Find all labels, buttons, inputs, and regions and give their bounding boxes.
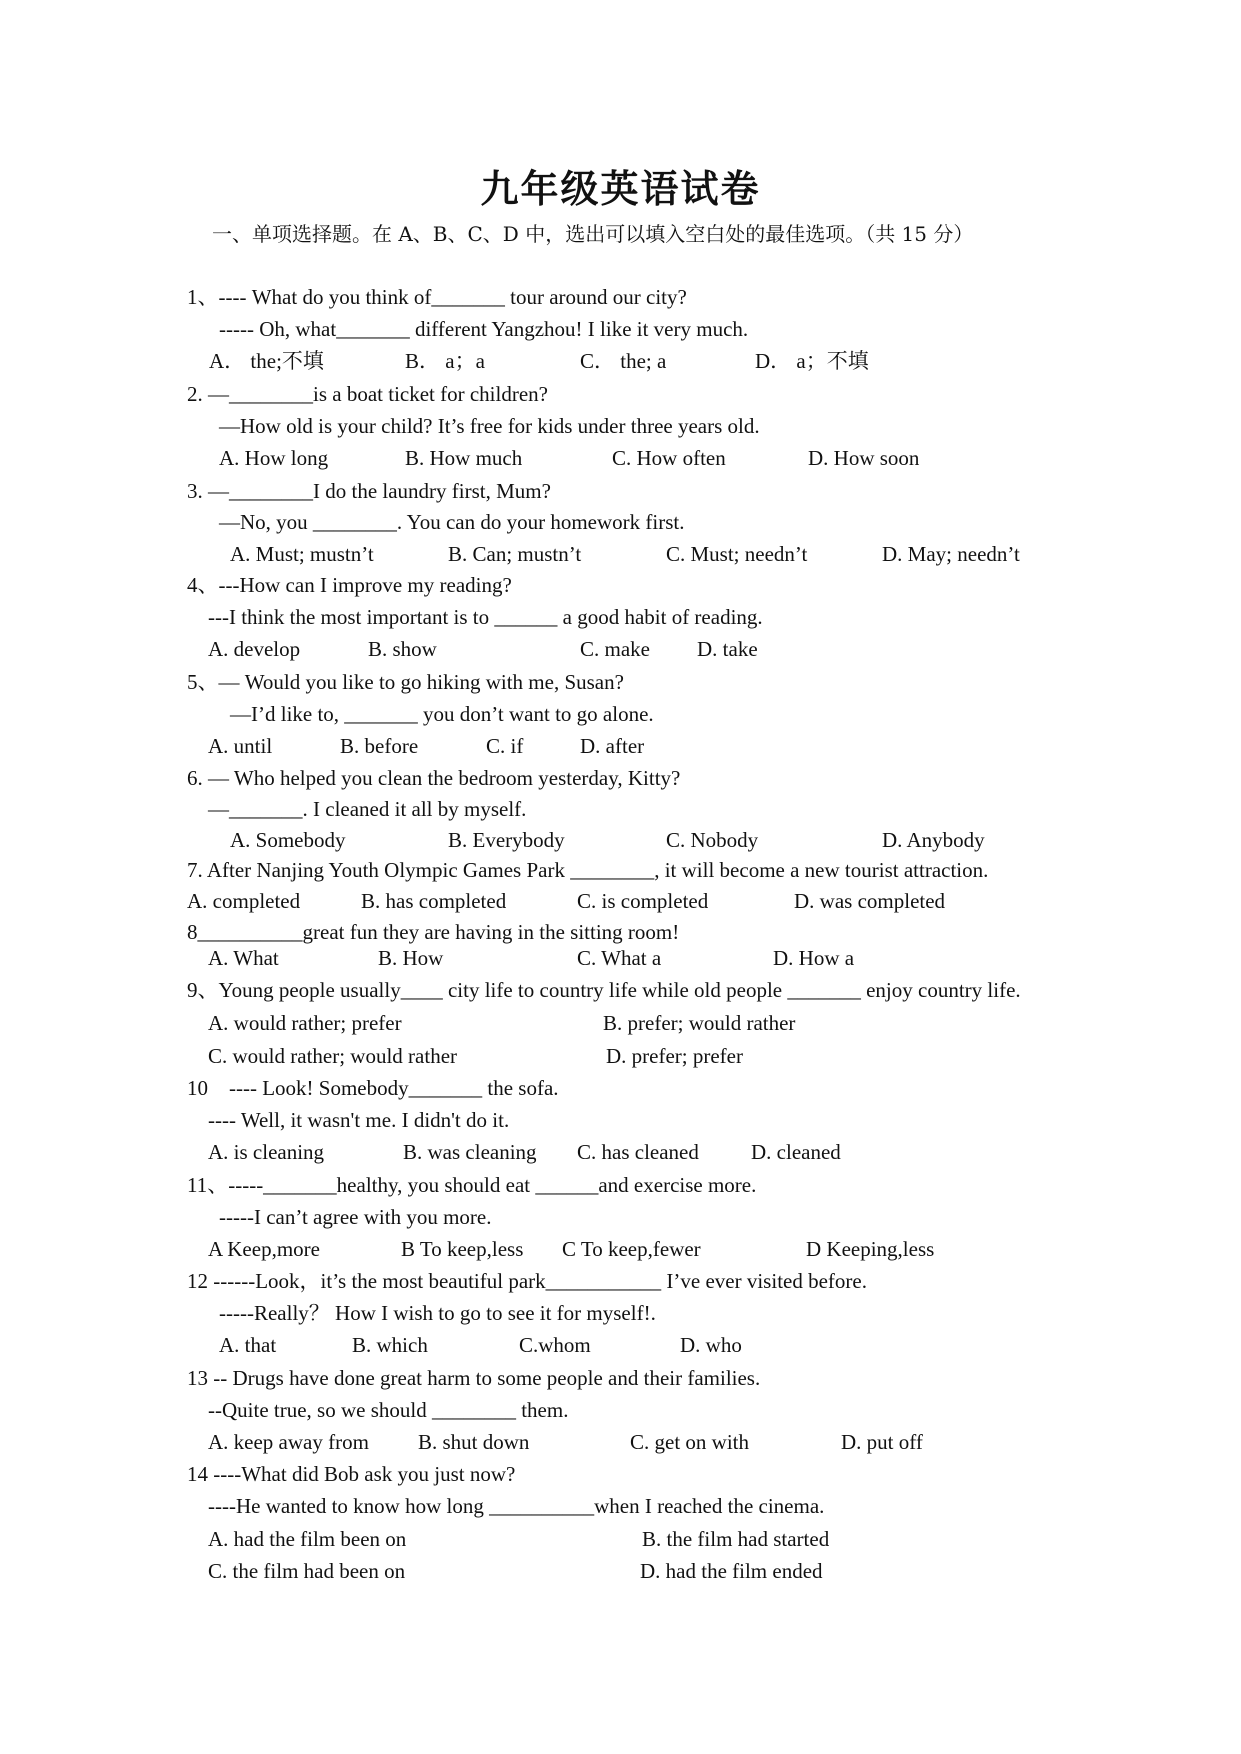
q11-option-a: A Keep,more	[208, 1237, 320, 1261]
q1-stem: 1、---- What do you think of_______ tour around our city?	[187, 285, 687, 309]
q10-stem: 10 ---- Look! Somebody_______ the sofa.	[187, 1076, 559, 1100]
q2-option-a: A. How long	[219, 446, 329, 470]
q10-option-c: C. has cleaned	[577, 1140, 699, 1164]
q6-reply: —_______. I cleaned it all by myself.	[208, 797, 527, 821]
q13-option-d: D. put off	[841, 1430, 923, 1454]
q7-option-d: D. was completed	[794, 889, 946, 913]
q14-option-b: B. the film had started	[642, 1527, 830, 1551]
q11-reply: -----I can’t agree with you more.	[219, 1205, 492, 1229]
q13-option-b: B. shut down	[418, 1430, 530, 1454]
q7-option-c: C. is completed	[577, 889, 709, 913]
q14-option-c: C. the film had been on	[208, 1559, 406, 1583]
q10-option-a: A. is cleaning	[208, 1140, 325, 1164]
q14-option-d: D. had the film ended	[640, 1559, 823, 1583]
q2-option-c: C. How often	[612, 446, 726, 470]
section-heading: 一、单项选择题。在 A、B、C、D 中，选出可以填入空白处的最佳选项。（共 15 分）	[212, 222, 974, 246]
q1-reply: ----- Oh, what_______ different Yangzhou! I like it very much.	[219, 317, 749, 341]
q2-stem: 2. —________is a boat ticket for children?	[187, 382, 548, 406]
q8-option-a: A. What	[208, 946, 279, 970]
q2-reply: —How old is your child? It’s free for kids under three years old.	[219, 414, 760, 438]
q1-option-d: D． a；不填	[755, 349, 869, 373]
q11-option-b: B To keep,less	[401, 1237, 524, 1261]
q3-option-b: B. Can; mustn’t	[448, 542, 582, 566]
q13-reply: --Quite true, so we should ________ them.	[208, 1398, 569, 1422]
q9-option-a: A. would rather; prefer	[208, 1011, 402, 1035]
q3-option-d: D. May; needn’t	[882, 542, 1020, 566]
q10-reply: ---- Well, it wasn't me. I didn't do it.	[208, 1108, 510, 1132]
q4-option-b: B. show	[368, 637, 437, 661]
q5-stem: 5、— Would you like to go hiking with me, Susan?	[187, 670, 624, 694]
q13-stem: 13 -- Drugs have done great harm to some people and their families.	[187, 1366, 761, 1390]
q12-option-c: C.whom	[519, 1333, 591, 1357]
q8-option-d: D. How a	[773, 946, 855, 970]
q4-option-c: C. make	[580, 637, 650, 661]
q6-option-c: C. Nobody	[666, 828, 759, 852]
q14-reply: ----He wanted to know how long __________when I reached the cinema.	[208, 1494, 825, 1518]
q11-option-c: C To keep,fewer	[562, 1237, 701, 1261]
page-title: 九年级英语试卷	[480, 166, 761, 211]
q2-option-d: D. How soon	[808, 446, 920, 470]
q12-reply: -----Really？ How I wish to go to see it for myself!.	[219, 1301, 656, 1325]
q5-option-d: D. after	[580, 734, 645, 758]
q6-option-d: D. Anybody	[882, 828, 985, 852]
q6-option-a: A. Somebody	[230, 828, 346, 852]
q7-option-b: B. has completed	[361, 889, 507, 913]
q4-stem: 4、---How can I improve my reading?	[187, 573, 512, 597]
q1-option-a: A． the;不填	[209, 349, 324, 373]
q9-stem: 9、Young people usually____ city life to country life while old people _______ enjoy country life.	[187, 978, 1021, 1002]
q10-option-d: D. cleaned	[751, 1140, 841, 1164]
q10-option-b: B. was cleaning	[403, 1140, 537, 1164]
q7-stem: 7. After Nanjing Youth Olympic Games Park ________, it will become a new tourist attraction.	[187, 858, 989, 882]
q2-option-b: B. How much	[405, 446, 523, 470]
q5-option-b: B. before	[340, 734, 419, 758]
q11-stem: 11、-----_______healthy, you should eat ______and exercise more.	[187, 1173, 757, 1197]
q4-option-d: D. take	[697, 637, 758, 661]
q12-option-a: A. that	[219, 1333, 277, 1357]
q4-reply: ---I think the most important is to ______ a good habit of reading.	[208, 605, 763, 629]
q3-reply: —No, you ________. You can do your homework first.	[219, 510, 685, 534]
q11-option-d: D Keeping,less	[806, 1237, 935, 1261]
q14-option-a: A. had the film been on	[208, 1527, 407, 1551]
q8-option-c: C. What a	[577, 946, 662, 970]
q9-option-b: B. prefer; would rather	[603, 1011, 796, 1035]
q4-option-a: A. develop	[208, 637, 301, 661]
q3-option-a: A. Must; mustn’t	[230, 542, 374, 566]
q1-option-b: B． a；a	[405, 349, 485, 373]
q12-option-d: D. who	[680, 1333, 742, 1357]
q5-reply: —I’d like to, _______ you don’t want to go alone.	[230, 702, 654, 726]
q6-stem: 6. — Who helped you clean the bedroom yesterday, Kitty?	[187, 766, 681, 790]
q12-stem: 12 ------Look，it’s the most beautiful park___________ I’ve ever visited before.	[187, 1269, 867, 1293]
q14-stem: 14 ----What did Bob ask you just now?	[187, 1462, 516, 1486]
q13-option-c: C. get on with	[630, 1430, 749, 1454]
q13-option-a: A. keep away from	[208, 1430, 369, 1454]
q6-option-b: B. Everybody	[448, 828, 565, 852]
q7-option-a: A. completed	[187, 889, 301, 913]
q8-stem: 8__________great fun they are having in the sitting room!	[187, 920, 680, 944]
q9-option-c: C. would rather; would rather	[208, 1044, 458, 1068]
q5-option-a: A. until	[208, 734, 273, 758]
q5-option-c: C. if	[486, 734, 524, 758]
q8-option-b: B. How	[378, 946, 444, 970]
q3-option-c: C. Must; needn’t	[666, 542, 808, 566]
q9-option-d: D. prefer; prefer	[606, 1044, 743, 1068]
q12-option-b: B. which	[352, 1333, 428, 1357]
q3-stem: 3. —________I do the laundry first, Mum?	[187, 479, 551, 503]
q1-option-c: C． the; a	[580, 349, 667, 373]
